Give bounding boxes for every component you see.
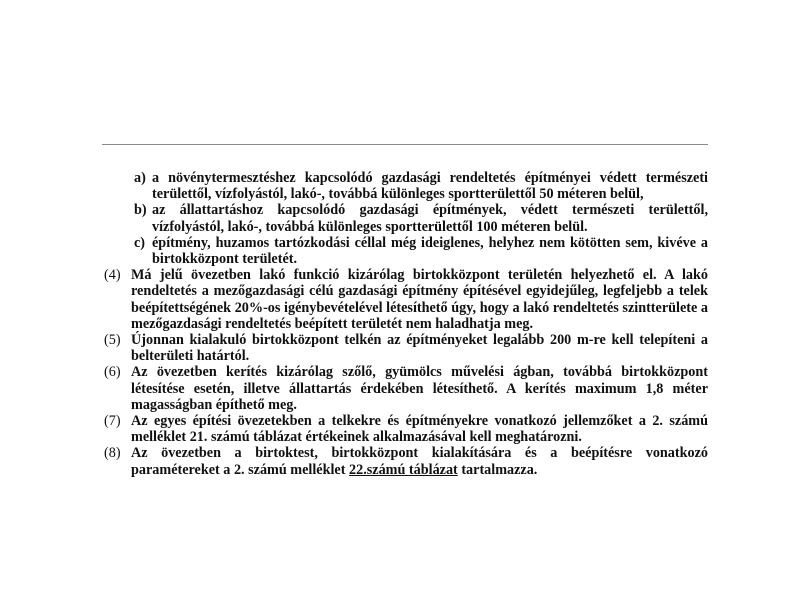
- paragraph-5: [104, 332, 708, 364]
- list-item-text: építmény, huzamos tartózkodási céllal még ideiglenes, helyhez nem kötötten sem, kivéve a birtokközpont területét.: [152, 234, 708, 268]
- paragraph-number: (8): [104, 445, 121, 462]
- paragraph-text: [131, 445, 708, 477]
- list-item-text: az állattartáshoz kapcsolódó gazdasági építmények, védett természeti területtől, vízfolyástól, lakó-, továbbá különleges sportterülettől 100 méteren belül.: [152, 202, 708, 235]
- list-item-text: a növénytermesztéshez kapcsolódó gazdasági rendeltetés építményei védett természeti területtől, vízfolyástól, lakó-, továbbá különleges sportterülettől 50 méteren belül,: [152, 170, 708, 203]
- list-marker: a): [134, 170, 146, 186]
- paragraph-text: Az egyes építési övezetekben a telkekre és építményekre vonatkozó jellemzőket a 2. számú melléklet 21. számú táblázat értékeinek alkalmazásával kell meghatározni.: [131, 413, 708, 446]
- list-marker: c): [134, 234, 146, 251]
- paragraph-number: (4): [104, 267, 121, 284]
- paragraph-7: [104, 413, 708, 445]
- paragraph-text: Az övezetben kerítés kizárólag szőlő, gyümölcs művelési ágban, továbbá birtokközpont létesítése esetén, illetve állattartás érdekében létesíthető. A kerítés maximum 1,8 méter magasságban építhető meg.: [131, 364, 708, 413]
- header-rule: [102, 144, 708, 145]
- list-item-c: [104, 235, 708, 267]
- paragraph-text-start: Az övezetben a birtoktest, birtokközpont kialakítására és a beépítésre vonatkozó paramétereket a 2. számú melléklet: [131, 445, 708, 478]
- list-item-b: [104, 202, 708, 234]
- document-body: [104, 170, 708, 478]
- paragraph-4: [104, 267, 708, 332]
- paragraph-text: Má jelű övezetben lakó funkció kizárólag birtokközpont területén helyezhető el. A lakó rendeltetés a mezőgazdasági célú gazdasági építmény építésével egyidejűleg, legfeljebb a telek beépítettségének 20%-os igénybevételével létesíthető úgy, hogy a lakó rendeltetés szintterülete a mezőgazdasági rendeltetés beépített területét nem haladhatja meg.: [131, 267, 708, 332]
- paragraph-number: (7): [104, 413, 121, 430]
- list-item-a: [104, 170, 708, 202]
- paragraph-number: (6): [104, 364, 121, 381]
- paragraph-text-end: tartalmazza.: [457, 461, 538, 478]
- paragraph-6: [104, 364, 708, 413]
- paragraph-text: Újonnan kialakuló birtokközpont telkén az építményeket legalább 200 m-re kell telepíteni a belterületi határtól.: [131, 332, 708, 365]
- list-marker: b): [134, 202, 147, 219]
- paragraph-number: (5): [104, 332, 121, 349]
- table-reference-link: 22.számú táblázat: [349, 461, 458, 478]
- paragraph-8: [104, 445, 708, 477]
